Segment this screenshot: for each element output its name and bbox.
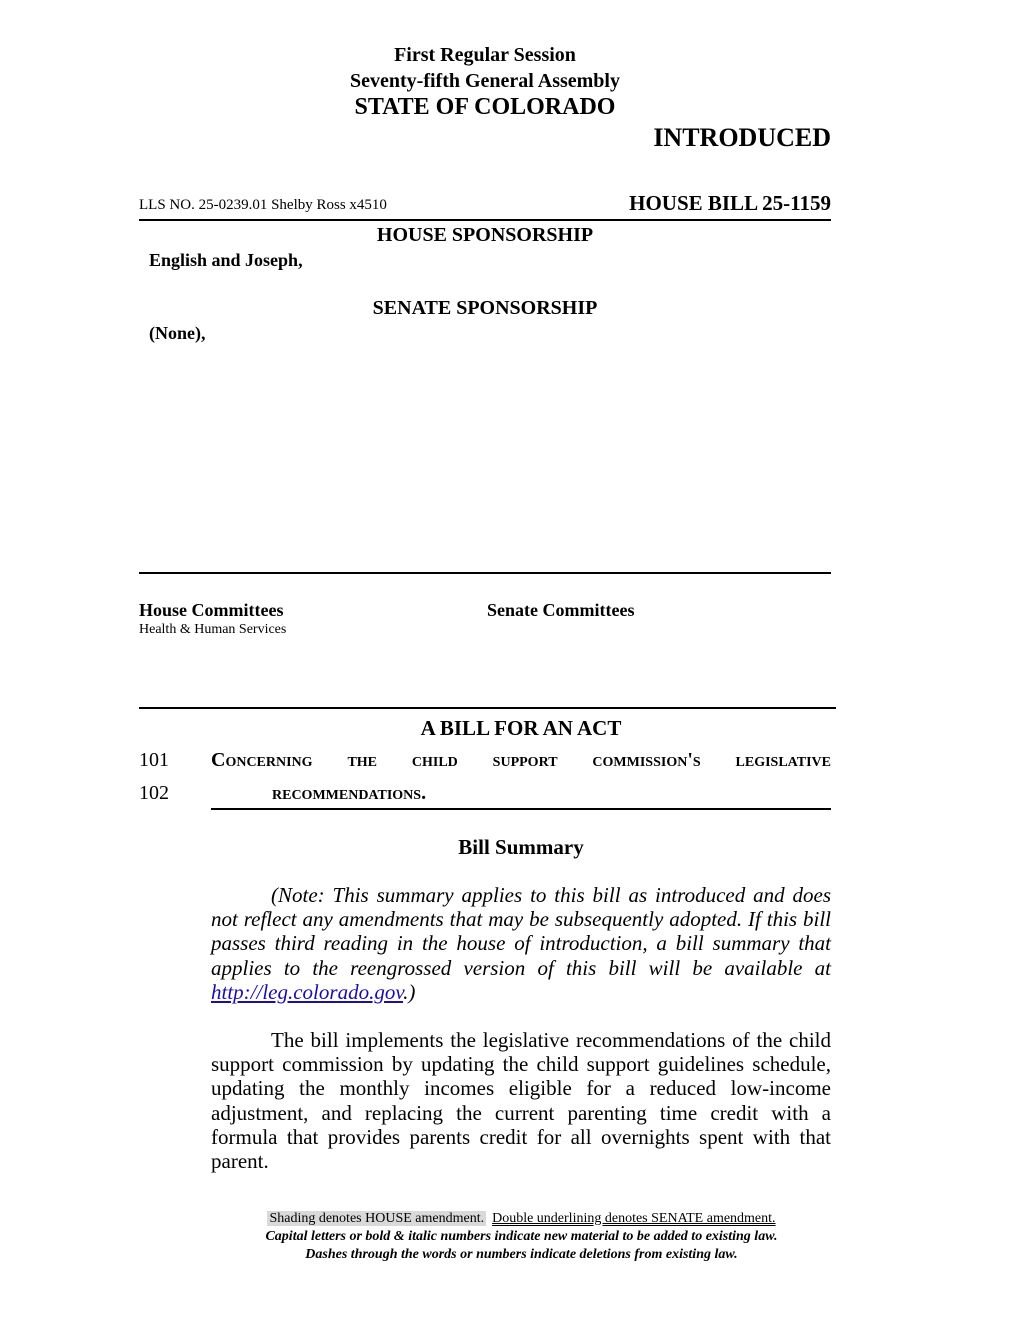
- summary-note: [211, 883, 831, 1004]
- lls-number: LLS NO. 25-0239.01 Shelby Ross x4510: [139, 197, 387, 213]
- title-rule: [211, 808, 831, 810]
- dashes-note: Dashes through the words or numbers indicate deletions from existing law.: [305, 1247, 738, 1262]
- summary-note-end: .): [403, 979, 416, 1004]
- house-committees-label: House Committees: [139, 600, 284, 620]
- leg-colorado-link[interactable]: http://leg.colorado.gov: [211, 979, 404, 1004]
- line-number: 101: [139, 749, 169, 771]
- bill-title-line: recommendations.: [272, 782, 427, 804]
- header-rule: [139, 219, 831, 221]
- shading-note: Shading denotes HOUSE amendment.: [269, 1211, 485, 1226]
- act-heading: A BILL FOR AN ACT: [420, 716, 622, 740]
- committees-rule-bottom: [139, 707, 836, 709]
- capital-letters-note: Capital letters or bold & italic numbers indicate new material to be added to existing law.: [265, 1229, 778, 1244]
- bill-title-line: Concerning the child support commission's legislative: [211, 749, 831, 771]
- house-committee-item: Health & Human Services: [139, 622, 287, 637]
- state-heading: STATE OF COLORADO: [354, 94, 616, 120]
- bill-status: INTRODUCED: [653, 123, 831, 152]
- senate-sponsors: (None),: [149, 323, 206, 343]
- senate-sponsorship-heading: SENATE SPONSORSHIP: [372, 297, 598, 319]
- house-sponsorship-heading: HOUSE SPONSORSHIP: [376, 224, 594, 246]
- senate-committees-label: Senate Committees: [487, 600, 635, 620]
- session-heading: First Regular Session: [394, 44, 576, 66]
- assembly-heading: Seventy-fifth General Assembly: [350, 70, 620, 92]
- bill-summary-heading: Bill Summary: [458, 835, 584, 859]
- house-sponsors: English and Joseph,: [149, 250, 303, 270]
- bill-number: HOUSE BILL 25-1159: [629, 191, 831, 215]
- line-number: 102: [139, 782, 169, 804]
- amendment-legend: [0, 1211, 1024, 1227]
- committees-rule-top: [139, 572, 831, 574]
- summary-body: The bill implements the legislative recommendations of the child support commission by updating the child support guidelines schedule, updating the monthly incomes eligible for a reduced low-income adjustment, and replacing the current parenting time credit with a formula that provides parents credit for all overnights spent with that parent.: [211, 1028, 831, 1174]
- summary-note-text: (Note: This summary applies to this bill as introduced and does not reflect any amendments that may be subsequently adopted. If this bill passes third reading in the house of introduction, a bill summary that applies to the reengrossed version of this bill will be available at: [211, 883, 831, 980]
- double-underline-note: Double underlining denotes SENATE amendment.: [492, 1211, 776, 1226]
